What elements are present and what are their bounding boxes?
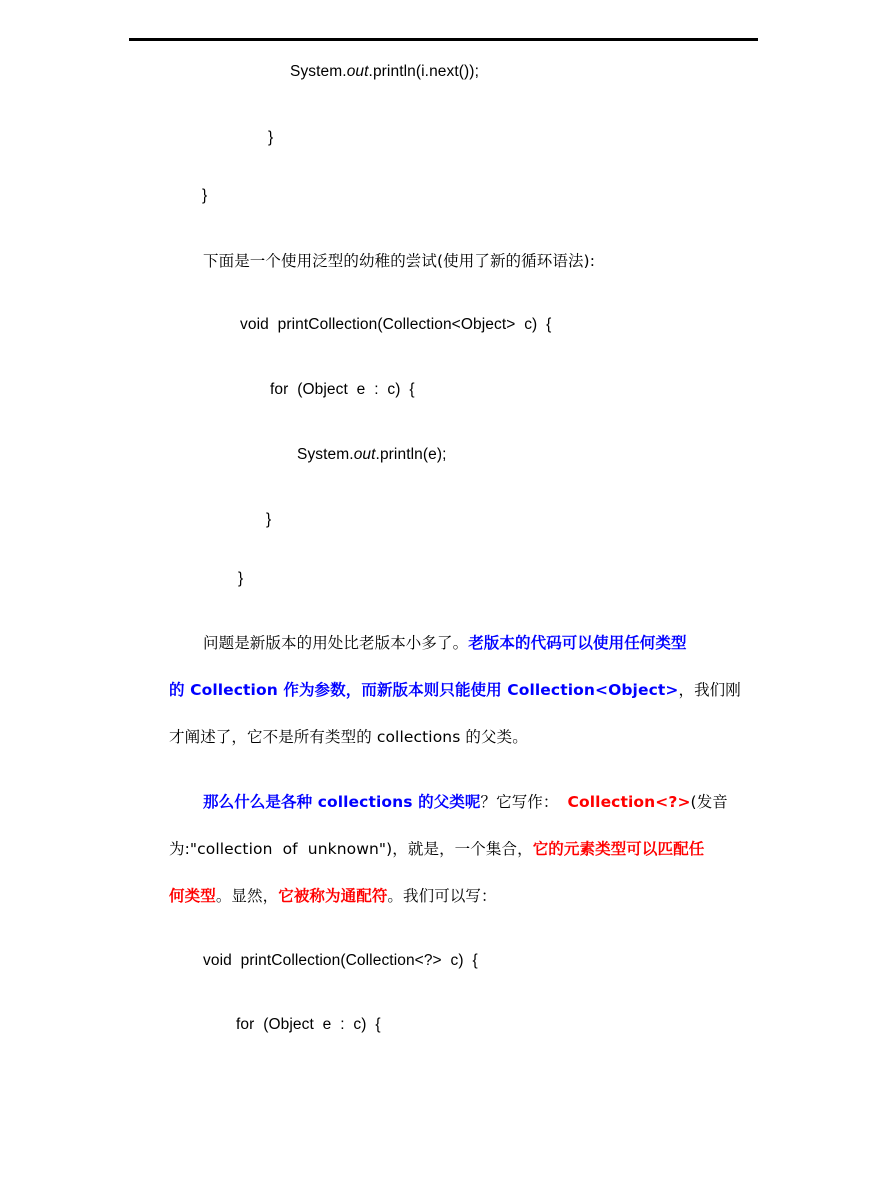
paragraph-2-line-2: [169, 680, 741, 700]
code-line-println-e: [297, 445, 447, 465]
paragraph-3-black-3: 。显然，: [215, 887, 279, 905]
code-text-println-inext: .println(i.next());: [368, 63, 479, 80]
paragraph-2-blue-2: 的 Collection 作为参数，而新版本则只能使用 Collection<Object>: [169, 681, 679, 699]
code-text-system-2: System.: [297, 446, 354, 463]
code-text-out-italic-2: out: [353, 446, 376, 463]
paragraph-3-black-1-tail: (发音: [690, 793, 728, 811]
header-rule: [129, 38, 758, 41]
code-line-println-inext: [290, 62, 479, 82]
code-line-close-brace-outer-2: }: [238, 570, 244, 587]
paragraph-intro-naive-attempt: 下面是一个使用泛型的幼稚的尝试(使用了新的循环语法):: [203, 252, 596, 270]
code-text-out-italic: out: [346, 63, 369, 80]
paragraph-3-red-3: 何类型: [169, 887, 216, 905]
paragraph-3-black-1: ？它写作：: [480, 793, 559, 811]
paragraph-3-line-3: [169, 886, 497, 906]
paragraph-2-black-2: ，我们刚: [678, 681, 741, 699]
paragraph-3-line-1: [203, 792, 728, 812]
paragraph-2-line-3: 才阐述了，它不是所有类型的 collections 的父类。: [169, 728, 528, 746]
code-line-close-brace-inner-2: }: [266, 511, 272, 528]
paragraph-3-red-wildcard-name: 它被称为通配符: [278, 887, 388, 905]
paragraph-3-blue-1: 那么什么是各种 collections 的父类呢: [203, 793, 481, 811]
paragraph-2-black-1: 问题是新版本的用处比老版本小多了。: [203, 634, 469, 652]
code-line-printcollection-wildcard: void printCollection(Collection<?> c) {: [203, 952, 478, 969]
paragraph-3-black-2: 为:"collection of unknown")，就是，一个集合，: [169, 840, 533, 858]
code-line-close-brace-outer-1: }: [202, 187, 208, 204]
code-line-close-brace-inner-1: }: [268, 129, 274, 146]
code-text-system: System.: [290, 63, 347, 80]
code-line-printcollection-object: void printCollection(Collection<Object> c) {: [240, 316, 552, 333]
paragraph-2-blue-1: 老版本的代码可以使用任何类型: [468, 634, 687, 652]
paragraph-3-red-2: 它的元素类型可以匹配任: [532, 840, 705, 858]
paragraph-3-line-2: [169, 839, 704, 859]
code-line-for-object-e-c-1: for (Object e : c) {: [270, 381, 415, 398]
paragraph-3-red-collection-wildcard: Collection<?>: [567, 793, 691, 811]
paragraph-3-black-3-tail: 。我们可以写：: [387, 887, 497, 905]
code-text-println-e: .println(e);: [375, 446, 447, 463]
code-line-for-object-e-c-2: for (Object e : c) {: [236, 1016, 381, 1033]
paragraph-2-line-1: [203, 633, 687, 653]
